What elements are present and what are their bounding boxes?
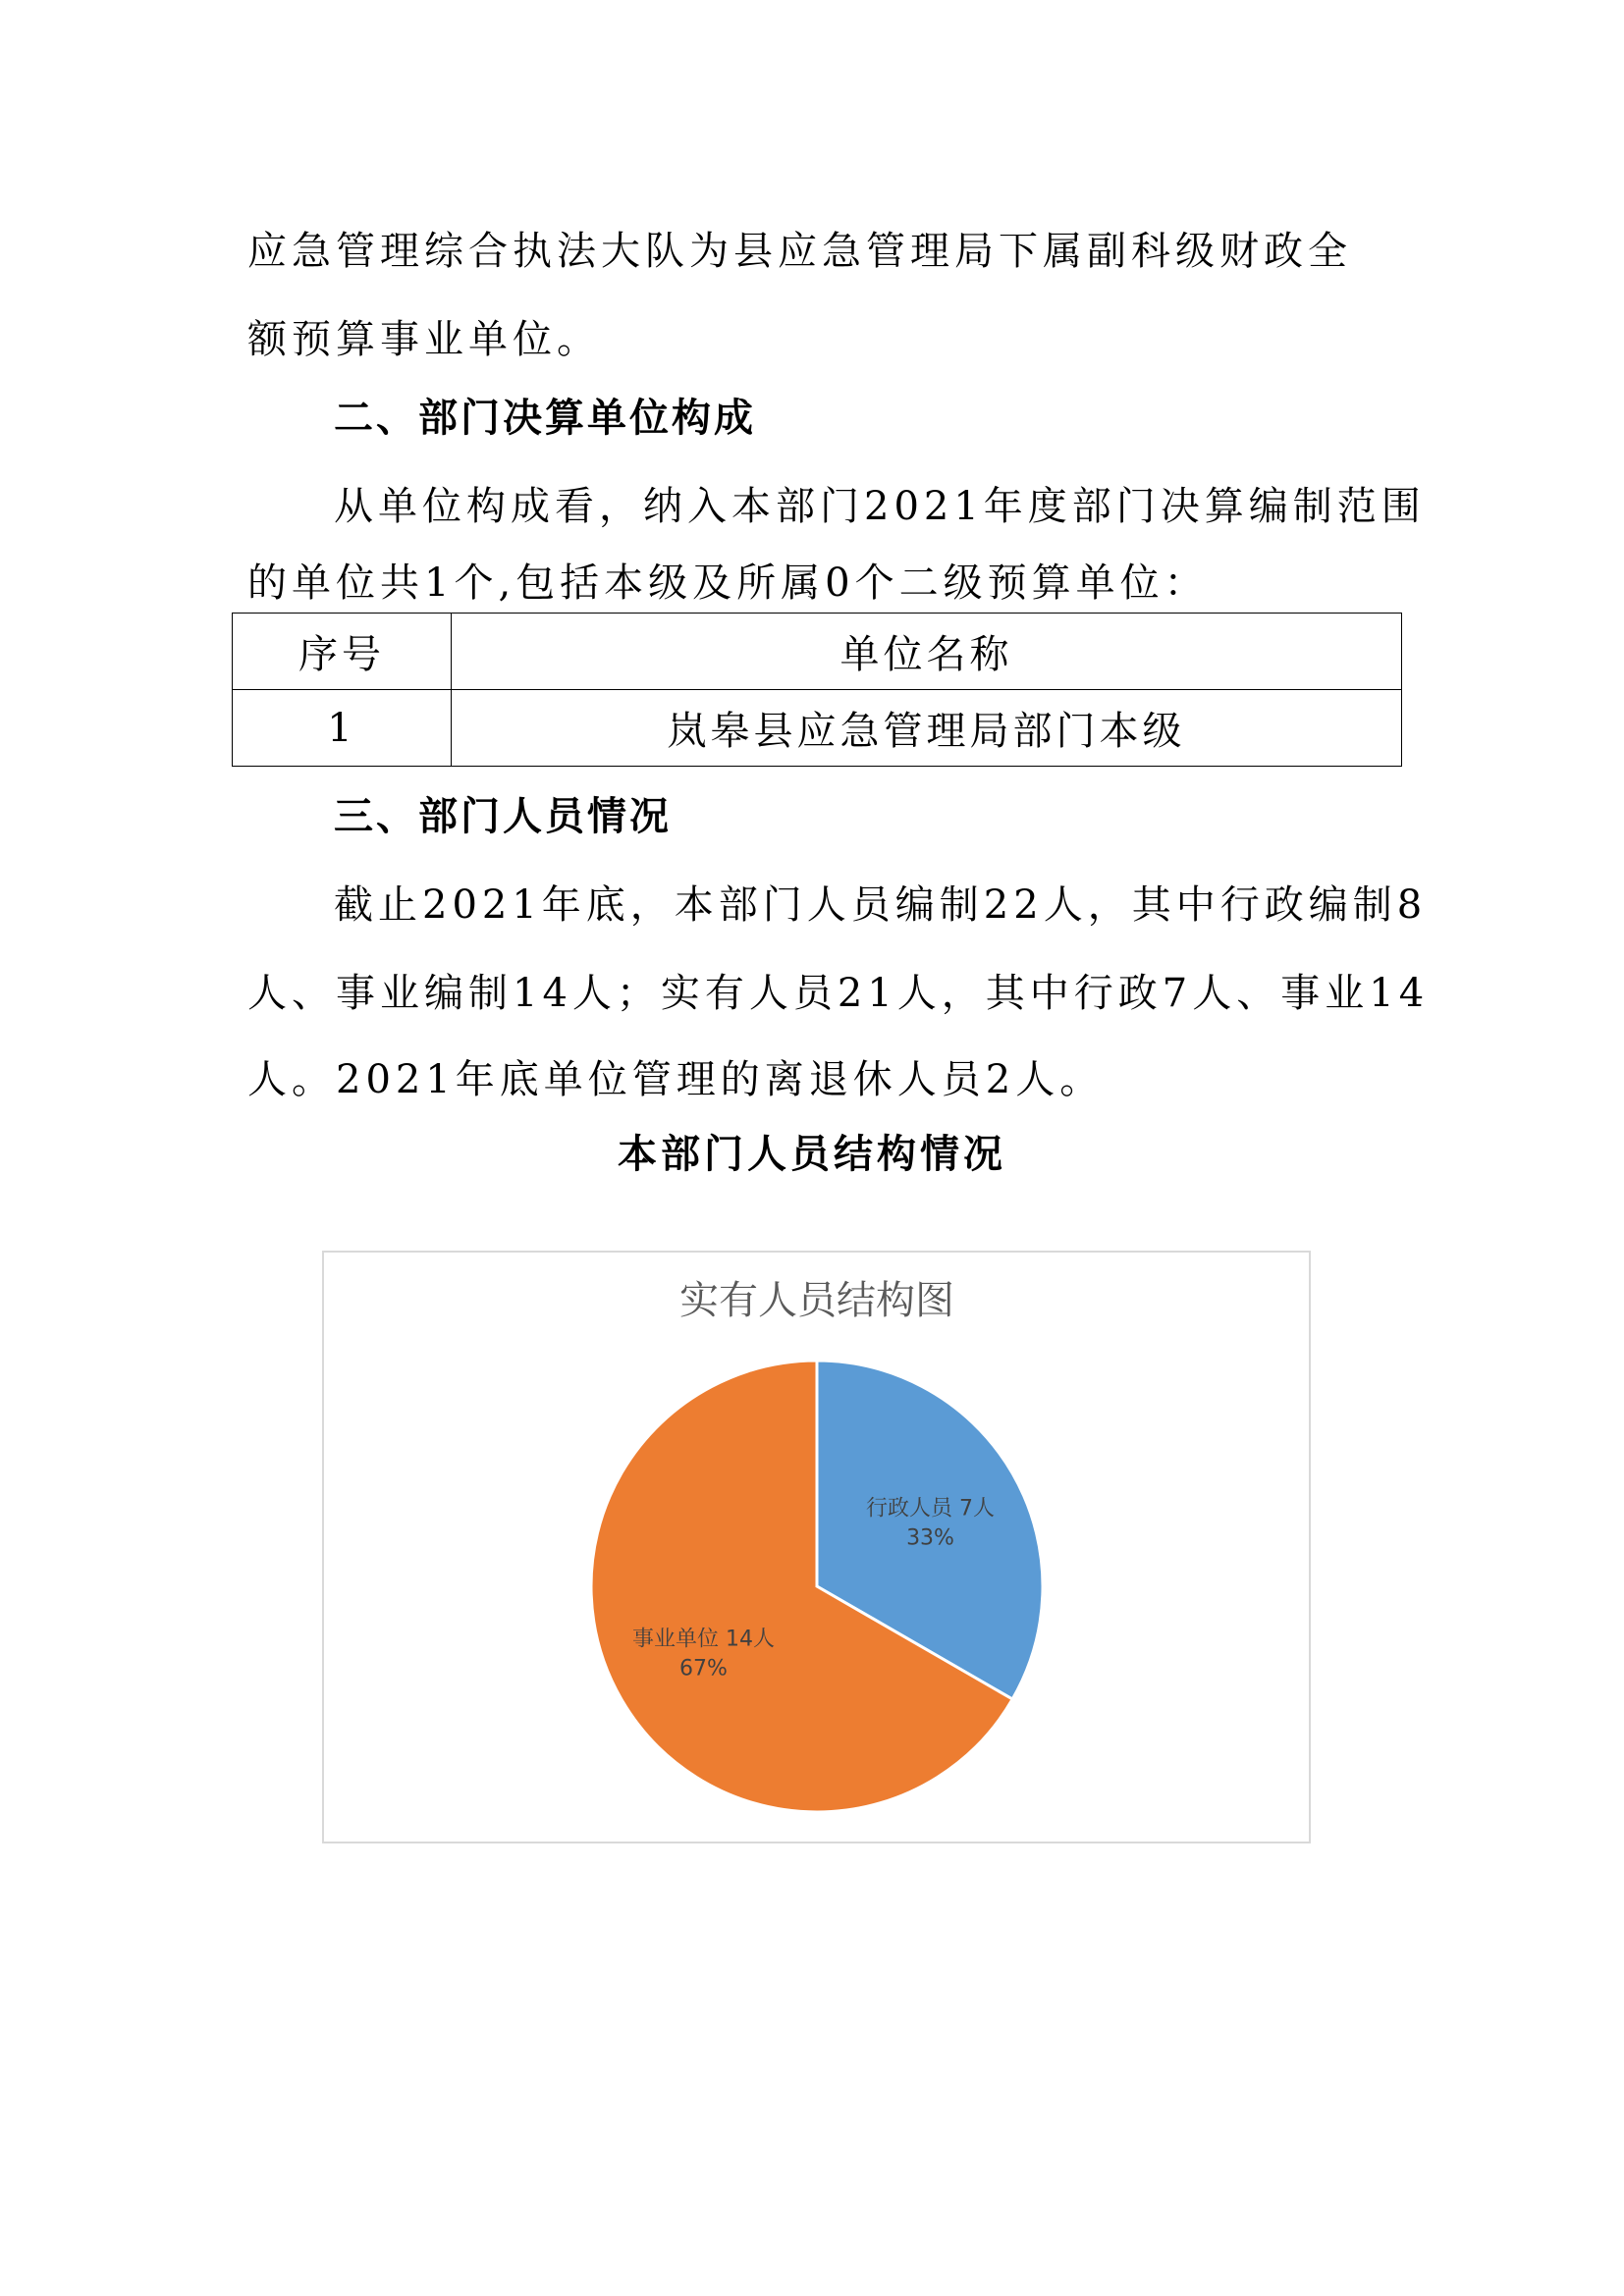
section-heading-unit-composition: 二、部门决算单位构成 — [334, 396, 756, 441]
table-cell: 1 — [233, 690, 452, 767]
pie-slice-label: 行政人员 7人 33% — [866, 1496, 996, 1551]
pie-chart-svg — [324, 1253, 1309, 1842]
unit-table — [232, 613, 1402, 767]
table-header-cell: 单位名称 — [452, 614, 1402, 690]
section2-line-1: 从单位构成看，纳入本部门2021年度部门决算编制范围 — [334, 484, 1426, 529]
intro-line-2: 额预算事业单位。 — [247, 317, 601, 362]
table-header-row — [233, 614, 1402, 690]
section3-line-2: 人、事业编制14人；实有人员21人，其中行政7人、事业14 — [247, 971, 1430, 1016]
section3-line-1: 截止2021年底，本部门人员编制22人，其中行政编制8 — [334, 882, 1428, 928]
section3-line-3: 人。2021年底单位管理的离退休人员2人。 — [247, 1057, 1105, 1102]
chart-title: 实有人员结构图 — [679, 1278, 954, 1323]
table-header-cell: 序号 — [233, 614, 452, 690]
intro-line-1: 应急管理综合执法大队为县应急管理局下属副科级财政全 — [247, 229, 1352, 274]
section2-line-2: 的单位共1个,包括本级及所属0个二级预算单位： — [247, 561, 1209, 606]
pie-slice-label: 事业单位 14人 67% — [631, 1627, 775, 1682]
pie-chart — [322, 1251, 1311, 1843]
table-cell: 岚皋县应急管理局部门本级 — [452, 690, 1402, 767]
section-heading-staff: 三、部门人员情况 — [334, 794, 672, 839]
chart-caption: 本部门人员结构情况 — [618, 1132, 1006, 1177]
table-row — [233, 690, 1402, 767]
